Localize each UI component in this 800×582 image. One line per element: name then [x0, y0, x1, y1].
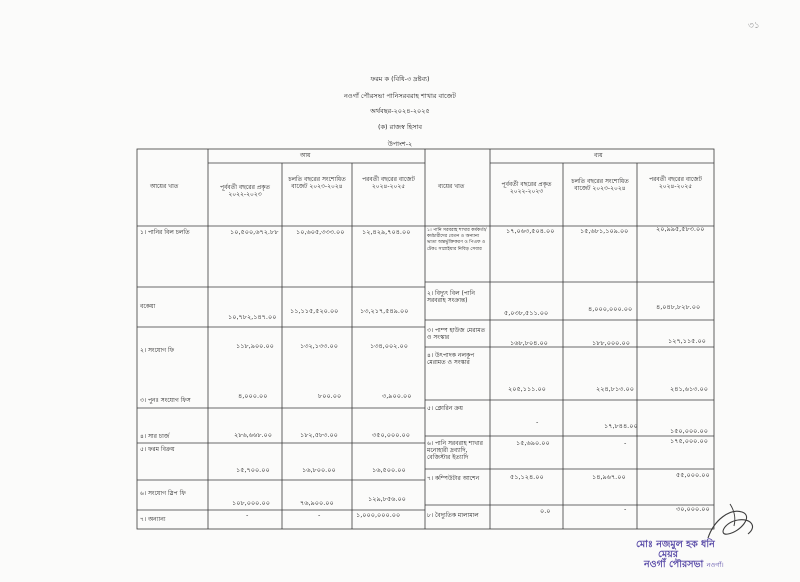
office-suffix: নওগাঁ। [706, 561, 724, 569]
expense-next-budget-header: পরবর্তী বছরের বাজেট ২০২৪-২০২৫ [649, 176, 702, 190]
expense-value: ১৫০,০০০.০০ [670, 427, 708, 435]
expense-group-header: ব্যয় [594, 152, 603, 159]
expense-value: - [536, 418, 539, 426]
income-value: ১১,১১৫,৫২০.০০ [290, 307, 339, 315]
income-value: ৭৬,৯০০.০০ [300, 499, 334, 507]
income-value: ১০৮,০০০.০০ [232, 499, 270, 507]
income-value: ১৫,৭০০.০০ [236, 466, 270, 474]
income-value: ১৩৪,০০২.০০ [370, 342, 408, 350]
expense-value: ১২৭,১১৫.০০ [668, 337, 706, 345]
expense-value: ৪,০০০,০০০.০০ [588, 305, 633, 313]
expense-label: ১। পানি সরবরাহ শাখার কর্মকর্তা/কর্মচারীদের বেতন ও অন্যান্য ভাতা অন্তর্ভুক্তিকরণ ও পিএফ ও টেকঃ সাপ্লাইয়ার নিবিড় সেবার [427, 228, 487, 252]
income-value: - [318, 511, 321, 519]
office-name: নওগাঁ পৌরসভা [644, 559, 704, 570]
income-value: ২৮৬,৬৬৮.০০ [234, 431, 272, 439]
income-value: ৮০০.০০ [318, 392, 342, 400]
expense-value: ৫,০৩৮,৫১১.০০ [504, 309, 549, 317]
expense-label: ৪। উৎপাদক নলকূপ মেরামত ও সংস্কার [427, 352, 475, 366]
expense-value: ৫১,১২৪.০০ [510, 473, 544, 481]
income-label: ৫। ফরম বিক্রয় [140, 446, 175, 453]
expense-value: ৫৫,০০০.০০ [676, 471, 710, 479]
expense-value: ৪,০৪৮,৮২৮.০০ [656, 303, 701, 311]
income-value: ১৬,৮০০.০০ [302, 466, 336, 474]
income-label: বকেয়া [140, 303, 156, 310]
signatory-designation: মেয়র [658, 549, 678, 560]
expense-value: ২২৪,৮১৩.০০ [596, 385, 634, 393]
income-prev-actual-header: পূর্ববর্তী বছরের প্রকৃত ২০২২-২০২৩ [220, 184, 270, 198]
income-value: ১০,৬০৫,৩৩৩.০০ [296, 228, 345, 236]
income-label: ৩। পুনঃ সংযোগ ফিস [140, 397, 191, 404]
expense-value: ১৪,৯৬৭.০০ [592, 473, 626, 481]
expense-value: ১৫,৬৯০.০০ [516, 439, 550, 447]
income-value: ১২৯,৮৫৬.০০ [368, 495, 406, 503]
expense-value: ২৪১,৬১৩.০০ [670, 385, 708, 393]
income-value: ৩,৯০০.০০ [382, 392, 412, 400]
subsection-title: উপাংশ-২ [387, 140, 413, 148]
income-value: ১৩,২১৭,৫৪৯.০০ [360, 307, 409, 315]
expense-value: ১৬৮,৮০৪.০০ [510, 339, 548, 347]
income-value: ১,০০০,০০০.০০ [356, 511, 401, 519]
expense-value: ১৭,৮৪৪.০০ [604, 422, 638, 430]
expense-label: ৩। পাম্প হাউজ মেরামত ও সংস্কার [427, 327, 486, 341]
income-curr-revised-header: চলতি বছরের সংশোধিত বাজেট ২০২৩-২০২৪ [288, 176, 346, 190]
income-value: ১৮২,৫৮৩.০০ [300, 431, 338, 439]
expense-value: ২০৫,১১১.০০ [508, 385, 546, 393]
expense-value: - [624, 439, 627, 447]
income-label: ২। সংযোগ ফি [140, 347, 175, 354]
income-head-header: আয়ের খাত [150, 183, 179, 190]
income-label: ৪। সার চার্জ [140, 433, 170, 440]
income-value: ১২,৪২৯,৭০৪.০০ [362, 228, 411, 236]
expense-value: ২০,৯৯৫,৫৮৩.০০ [656, 225, 705, 233]
income-value: ১১৮,৯০০.০০ [236, 342, 274, 350]
expense-value: ০.০ [540, 507, 551, 515]
signatory-name: মোঃ নজমুল হক ধনি [636, 539, 715, 550]
expense-value: ৩০,০০০.০০ [676, 505, 710, 513]
income-value: ৩৫০,০০০.০০ [372, 431, 410, 439]
document-title: নওগাঁ পৌরসভা পানিসরবরাহ শাখার বাজেট [344, 92, 456, 100]
expense-label: ৮। বৈদ্যুতিক মালামাল [427, 512, 479, 519]
expense-label: ৬। পানি সরবরাহ শাখার মনোহারী দ্রব্যাদি, বেজিস্টার ইত্যাদি [427, 440, 483, 461]
section-title: (ক) রাজস্ব হিসাব [377, 123, 423, 131]
income-value: - [246, 511, 249, 519]
page-number: ৩১ [748, 21, 760, 31]
expense-label: ২। বিদ্যুৎ বিল (পানি সরবরাহ সংক্রান্ত) [427, 290, 475, 304]
income-label: ৬। সংযোগ স্লিপ ফি [140, 490, 186, 497]
income-value: ১০,৭৮২,১৪৭.০০ [228, 313, 277, 321]
income-value: ৪,০০০.০০ [238, 392, 268, 400]
expense-curr-revised-header: চলতি বছরের সংশোধিত বাজেট ২০২৩-২০২৪ [571, 178, 629, 192]
expense-value: ১৫,৬৮১,১০৯.০০ [580, 227, 629, 235]
income-value: ১৬,৫০০.০০ [372, 466, 406, 474]
income-group-header: আয় [300, 152, 311, 159]
signature-block [636, 540, 724, 570]
signatory-office [636, 560, 724, 570]
income-next-budget-header: পরবর্তী বছরের বাজেট ২০২৪-২০২৫ [362, 176, 415, 190]
expense-label: ৭। কম্পিউটার আশেন [427, 475, 480, 482]
expense-value: ১৭,০৬৩,৫০৪.০০ [506, 227, 555, 235]
expense-value: - [624, 505, 627, 513]
expense-head-header: ব্যয়ের খাত [438, 183, 465, 190]
fiscal-year: অর্থবছর-২০২৪-২০২৫ [370, 107, 430, 115]
expense-label: ৫। ক্লোরিন ক্রয় [427, 405, 463, 412]
expense-prev-actual-header: পূর্ববর্তী বছরের প্রকৃত ২০২২-২০২৩ [501, 181, 552, 195]
income-label: ১। পানির বিল চলতি [140, 229, 190, 236]
income-value: ১০,৫০০,৬৭২.৮৮ [230, 228, 279, 236]
expense-value: ১৮৮,০০০.০০ [592, 339, 630, 347]
income-label: ৭। অন্যান্য [140, 516, 166, 523]
expense-value: ১৭৫,০০০.০০ [670, 437, 708, 445]
income-value: ১৩২,১৩৩.০০ [300, 342, 338, 350]
form-reference: ফরম ক (বিধি-৩ দ্রষ্টব্য) [370, 75, 430, 83]
